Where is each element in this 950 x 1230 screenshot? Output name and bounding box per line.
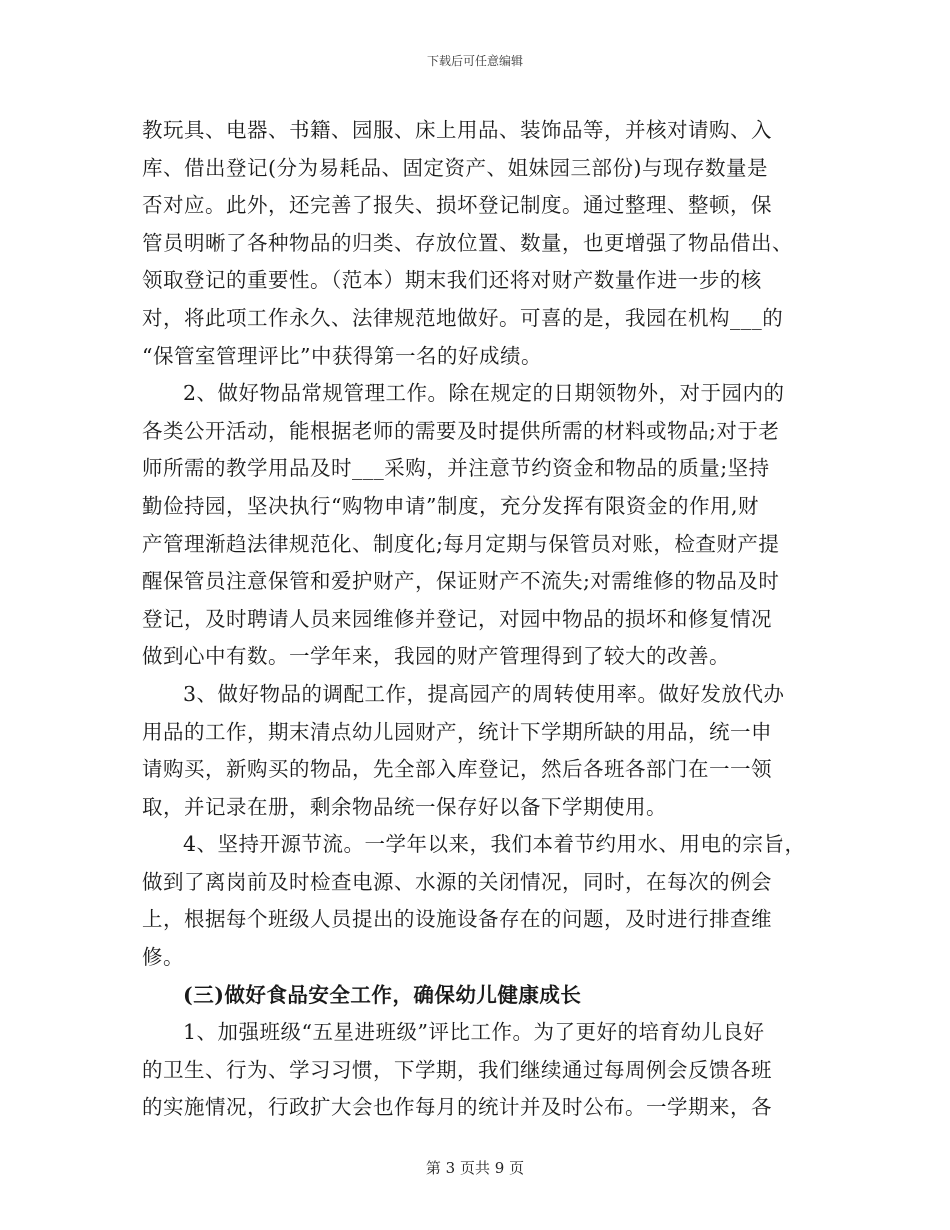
text-line: 醒保管员注意保管和爱护财产，保证财产不流失;对需维修的物品及时 xyxy=(142,569,780,594)
text-line: 取，并记录在册，剩余物品统一保存好以备下学期使用。 xyxy=(142,794,667,819)
text-line: 4、坚持开源节流。一学年以来，我们本着节约用水、用电的宗旨， xyxy=(183,832,806,857)
text-line: 用品的工作，期末清点幼儿园财产，统计下学期所缺的用品，统一申 xyxy=(142,719,772,744)
text-line: 1、加强班级“五星进班级”评比工作。为了更好的培育幼儿良好 xyxy=(183,1020,765,1045)
document-body xyxy=(142,112,807,1127)
text-line: 修。 xyxy=(142,945,184,970)
text-line: 做到心中有数。一学年来，我园的财产管理得到了较大的改善。 xyxy=(142,644,730,669)
text-line: 库、借出登记(分为易耗品、固定资产、姐妹园三部份)与现存数量是 xyxy=(142,155,768,180)
text-line: 管员明晰了各种物品的归类、存放位置、数量，也更增强了物品借出、 xyxy=(142,230,793,255)
text-line: “保管室管理评比”中获得第一名的好成绩。 xyxy=(142,343,542,368)
text-line: 3、做好物品的调配工作，提高园产的周转使用率。做好发放代办 xyxy=(183,681,785,706)
text-line: 对，将此项工作永久、法律规范地做好。可喜的是，我园在机构___的 xyxy=(142,305,784,330)
text-line: 的卫生、行为、学习习惯，下学期，我们继续通过每周例会反馈各班 xyxy=(142,1057,772,1082)
text-line: 勤俭持园，坚决执行“购物申请”制度，充分发挥有限资金的作用,财 xyxy=(142,493,759,518)
text-line: 师所需的教学用品及时___采购，并注意节约资金和物品的质量;坚持 xyxy=(142,456,770,481)
page-header: 下载后可任意编辑 xyxy=(426,54,523,68)
page-footer: 第 3 页共 9 页 xyxy=(425,1159,525,1177)
text-line: 教玩具、电器、书籍、园服、床上用品、装饰品等，并核对请购、入 xyxy=(142,118,772,142)
text-line: 上，根据每个班级人员提出的设施设备存在的问题，及时进行排查维 xyxy=(142,907,772,932)
text-line: 领取登记的重要性。（范本）期末我们还将对财产数量作进一步的核 xyxy=(142,268,762,293)
text-line: 的实施情况，行政扩大会也作每月的统计并及时公布。一学期来，各 xyxy=(142,1095,772,1120)
section-heading: (三)做好食品安全工作，确保幼儿健康成长 xyxy=(183,982,582,1007)
text-line: 否对应。此外，还完善了报失、损坏登记制度。通过整理、整顿，保 xyxy=(142,193,772,218)
text-line: 各类公开活动，能根据老师的需要及时提供所需的材料或物品;对于老 xyxy=(142,418,780,443)
text-line: 请购买，新购买的物品，先全部入库登记，然后各班各部门在一一领 xyxy=(142,757,772,782)
text-line: 2、做好物品常规管理工作。除在规定的日期领物外，对于园内的 xyxy=(183,381,785,406)
text-line: 产管理渐趋法律规范化、制度化;每月定期与保管员对账，检查财产提 xyxy=(142,531,780,556)
text-line: 做到了离岗前及时检查电源、水源的关闭情况，同时，在每次的例会 xyxy=(142,869,772,894)
text-line: 登记，及时聘请人员来园维修并登记，对园中物品的损坏和修复情况 xyxy=(142,606,772,631)
